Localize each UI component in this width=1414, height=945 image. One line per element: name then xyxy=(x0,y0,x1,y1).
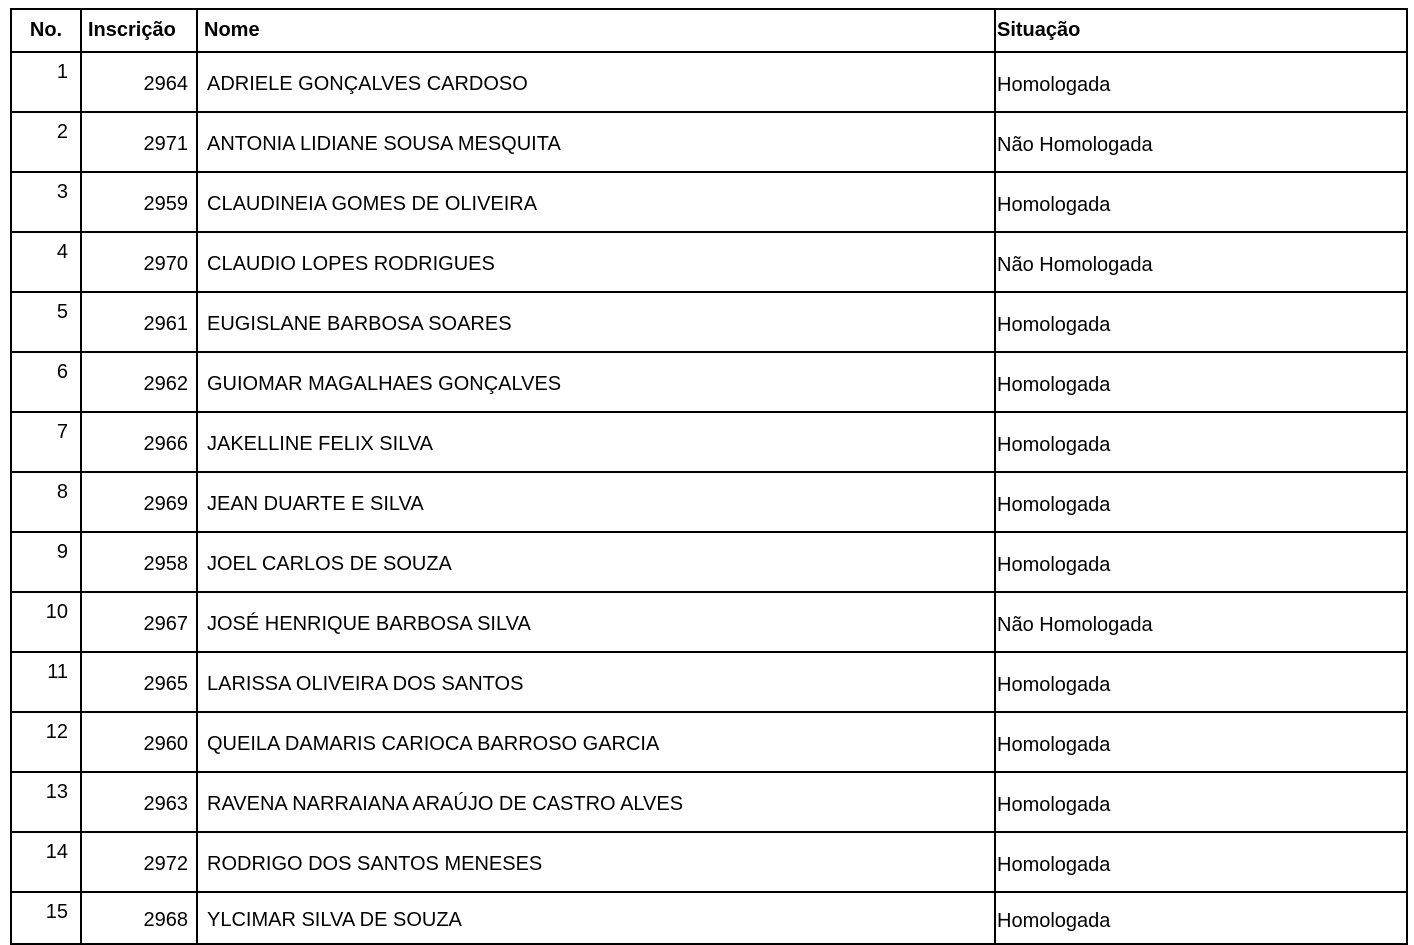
cell-inscricao: 2958 xyxy=(81,532,197,592)
cell-situacao: Homologada xyxy=(995,532,1407,592)
cell-situacao: Homologada xyxy=(995,472,1407,532)
cell-nome: RAVENA NARRAIANA ARAÚJO DE CASTRO ALVES xyxy=(197,772,995,832)
cell-situacao: Homologada xyxy=(995,52,1407,112)
cell-inscricao: 2964 xyxy=(81,52,197,112)
cell-nome: GUIOMAR MAGALHAES GONÇALVES xyxy=(197,352,995,412)
table-row xyxy=(11,472,1407,532)
cell-inscricao: 2963 xyxy=(81,772,197,832)
table-row xyxy=(11,172,1407,232)
table-row xyxy=(11,292,1407,352)
cell-no: 12 xyxy=(11,712,81,772)
cell-inscricao: 2970 xyxy=(81,232,197,292)
cell-nome: ADRIELE GONÇALVES CARDOSO xyxy=(197,52,995,112)
cell-no: 11 xyxy=(11,652,81,712)
cell-nome: ANTONIA LIDIANE SOUSA MESQUITA xyxy=(197,112,995,172)
cell-situacao: Homologada xyxy=(995,412,1407,472)
cell-situacao: Homologada xyxy=(995,832,1407,892)
cell-inscricao: 2965 xyxy=(81,652,197,712)
cell-situacao: Homologada xyxy=(995,892,1407,944)
cell-no: 1 xyxy=(11,52,81,112)
cell-no: 15 xyxy=(11,892,81,944)
cell-no: 4 xyxy=(11,232,81,292)
cell-nome: JEAN DUARTE E SILVA xyxy=(197,472,995,532)
cell-nome: JOSÉ HENRIQUE BARBOSA SILVA xyxy=(197,592,995,652)
cell-inscricao: 2967 xyxy=(81,592,197,652)
candidates-table xyxy=(10,8,1408,945)
table-row xyxy=(11,712,1407,772)
cell-situacao: Homologada xyxy=(995,772,1407,832)
cell-inscricao: 2962 xyxy=(81,352,197,412)
cell-nome: EUGISLANE BARBOSA SOARES xyxy=(197,292,995,352)
cell-no: 7 xyxy=(11,412,81,472)
cell-situacao: Homologada xyxy=(995,352,1407,412)
cell-inscricao: 2960 xyxy=(81,712,197,772)
table-row xyxy=(11,412,1407,472)
cell-no: 5 xyxy=(11,292,81,352)
cell-nome: CLAUDIO LOPES RODRIGUES xyxy=(197,232,995,292)
cell-no: 6 xyxy=(11,352,81,412)
header-nome: Nome xyxy=(197,9,995,52)
cell-inscricao: 2972 xyxy=(81,832,197,892)
cell-no: 3 xyxy=(11,172,81,232)
cell-nome: RODRIGO DOS SANTOS MENESES xyxy=(197,832,995,892)
cell-nome: JAKELLINE FELIX SILVA xyxy=(197,412,995,472)
cell-situacao: Homologada xyxy=(995,172,1407,232)
table-row xyxy=(11,892,1407,944)
cell-inscricao: 2968 xyxy=(81,892,197,944)
cell-inscricao: 2969 xyxy=(81,472,197,532)
cell-nome: YLCIMAR SILVA DE SOUZA xyxy=(197,892,995,944)
table-row xyxy=(11,352,1407,412)
cell-nome: QUEILA DAMARIS CARIOCA BARROSO GARCIA xyxy=(197,712,995,772)
table-row xyxy=(11,532,1407,592)
cell-no: 9 xyxy=(11,532,81,592)
cell-nome: CLAUDINEIA GOMES DE OLIVEIRA xyxy=(197,172,995,232)
cell-no: 14 xyxy=(11,832,81,892)
cell-situacao: Não Homologada xyxy=(995,592,1407,652)
cell-no: 13 xyxy=(11,772,81,832)
table-body xyxy=(11,52,1407,944)
cell-inscricao: 2959 xyxy=(81,172,197,232)
header-no: No. xyxy=(11,9,81,52)
header-situacao: Situação xyxy=(995,9,1407,52)
cell-no: 10 xyxy=(11,592,81,652)
table-row xyxy=(11,832,1407,892)
cell-situacao: Não Homologada xyxy=(995,232,1407,292)
cell-situacao: Homologada xyxy=(995,712,1407,772)
cell-situacao: Homologada xyxy=(995,292,1407,352)
table-row xyxy=(11,52,1407,112)
cell-inscricao: 2966 xyxy=(81,412,197,472)
table-row xyxy=(11,592,1407,652)
table-row xyxy=(11,652,1407,712)
table-header xyxy=(11,9,1407,52)
table-row xyxy=(11,772,1407,832)
header-inscricao: Inscrição xyxy=(81,9,197,52)
cell-situacao: Não Homologada xyxy=(995,112,1407,172)
cell-no: 2 xyxy=(11,112,81,172)
cell-no: 8 xyxy=(11,472,81,532)
table-row xyxy=(11,232,1407,292)
cell-situacao: Homologada xyxy=(995,652,1407,712)
table-row xyxy=(11,112,1407,172)
cell-nome: JOEL CARLOS DE SOUZA xyxy=(197,532,995,592)
cell-nome: LARISSA OLIVEIRA DOS SANTOS xyxy=(197,652,995,712)
cell-inscricao: 2961 xyxy=(81,292,197,352)
cell-inscricao: 2971 xyxy=(81,112,197,172)
header-row xyxy=(11,9,1407,52)
